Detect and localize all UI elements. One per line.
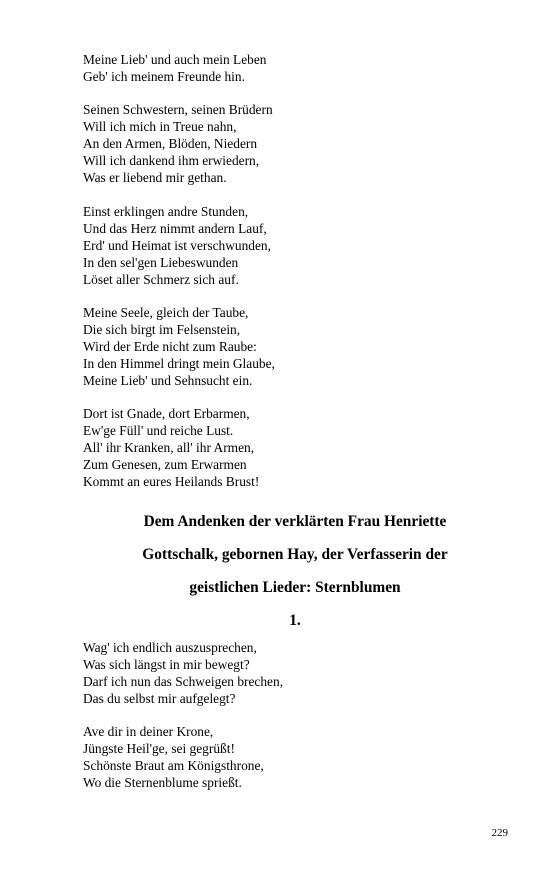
verse-line: Jüngste Heil'ge, sei gegrüßt! — [83, 741, 235, 756]
section-number: 1. — [289, 612, 301, 629]
poem-heading-line: Dem Andenken der verklärten Frau Henriette — [143, 513, 447, 530]
verse-line: Will ich dankend ihm erwiedern, — [83, 153, 260, 168]
verse-line: Dort ist Gnade, dort Erbarmen, — [83, 406, 250, 421]
stanza — [83, 101, 273, 186]
verse-line: Das du selbst mir aufgelegt? — [83, 691, 236, 706]
verse-line: Was sich längst in mir bewegt? — [83, 657, 250, 672]
verse-line: Wo die Sternenblume sprießt. — [83, 775, 242, 790]
verse-line: Die sich birgt im Felsenstein, — [83, 322, 241, 337]
verse-line: Kommt an eures Heilands Brust! — [83, 474, 260, 489]
verse-line: An den Armen, Blöden, Niedern — [83, 136, 258, 151]
verse-line: Darf ich nun das Schweigen brechen, — [83, 674, 284, 689]
verse-line: Will ich mich in Treue nahn, — [83, 119, 237, 134]
page-number: 229 — [491, 827, 508, 839]
stanza — [83, 639, 283, 707]
verse-line: Einst erklingen andre Stunden, — [83, 204, 249, 219]
verse-line: Geb' ich meinem Freunde hin. — [83, 69, 245, 84]
verse-line: Ave dir in deiner Krone, — [83, 724, 214, 739]
stanza — [83, 405, 259, 490]
verse-line: Meine Seele, gleich der Taube, — [83, 305, 249, 320]
verse-line: Schönste Braut am Königsthrone, — [83, 758, 264, 773]
verse-line: All' ihr Kranken, all' ihr Armen, — [83, 440, 255, 455]
verse-line: In den Himmel dringt mein Glaube, — [83, 356, 275, 371]
verse-line: Zum Genesen, zum Erwarmen — [83, 457, 247, 472]
stanza — [83, 723, 264, 791]
poem-heading-line: Gottschalk, gebornen Hay, der Verfasserin der — [142, 546, 448, 563]
verse-line: Was er liebend mir gethan. — [83, 170, 227, 185]
verse-line: In den sel'gen Liebeswunden — [83, 255, 239, 270]
verse-line: Und das Herz nimmt andern Lauf, — [83, 221, 267, 236]
verse-line: Wird der Erde nicht zum Raube: — [83, 339, 257, 354]
stanza — [83, 304, 275, 389]
stanza — [83, 51, 267, 85]
verse-line: Wag' ich endlich auszusprechen, — [83, 640, 257, 655]
poem-heading-line: geistlichen Lieder: Sternblumen — [189, 579, 401, 596]
verse-line: Löset aller Schmerz sich auf. — [83, 272, 239, 287]
verse-line: Erd' und Heimat ist verschwunden, — [83, 238, 271, 253]
verse-line: Seinen Schwestern, seinen Brüdern — [83, 102, 273, 117]
verse-line: Ew'ge Füll' und reiche Lust. — [83, 423, 234, 438]
verse-line: Meine Lieb' und auch mein Leben — [83, 52, 267, 67]
stanza — [83, 203, 271, 288]
verse-line: Meine Lieb' und Sehnsucht ein. — [83, 373, 253, 388]
